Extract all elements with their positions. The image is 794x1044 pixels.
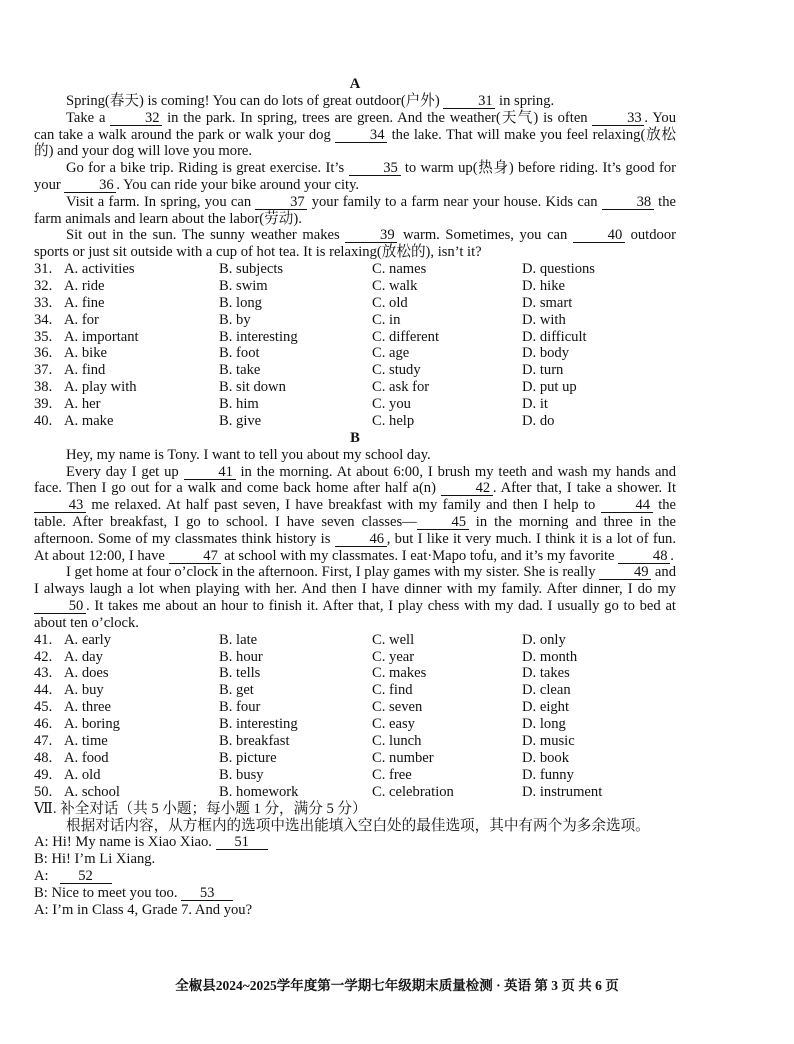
option-d[interactable]: D. music bbox=[522, 732, 575, 749]
option-d[interactable]: D. long bbox=[522, 716, 566, 733]
passage-a-para-4: Visit a farm. In spring, you can 37 your family to a farm near your house. Kids can 38 the farm animals and learn about the labor(劳动). bbox=[34, 193, 676, 227]
passage-b-para-2: Every day I get up 41 in the morning. At about 6:00, I brush my teeth and wash my hands and face. Then I go out for a walk and come back home after half a(n) 42 . After that, I take a shower. It 43 me relaxed. At half past seven, I have breakfast with my family and then I help to 44 the table. After breakfast, I go to school. I have seven classes— 45 in the morning and three in the afternoon. Some of my classmates think history is 46 , but I like it very much. I think it is a lot of fun. At about 12:00, I have 47 at school with my classmates. I eat·Mapo tofu, and it’s my favorite 48 . bbox=[34, 463, 677, 564]
option-a[interactable]: A. for bbox=[64, 311, 99, 328]
option-row: 49. A. old B. busy C. free D. funny bbox=[34, 767, 676, 784]
option-d[interactable]: D. do bbox=[522, 412, 555, 429]
dialogue-line bbox=[34, 868, 676, 885]
option-row: 32. A. ride B. swim C. walk D. hike bbox=[34, 278, 676, 295]
blank-49[interactable]: 49 bbox=[599, 565, 651, 580]
option-c[interactable]: C. number bbox=[372, 749, 434, 766]
option-a[interactable]: A. find bbox=[64, 362, 106, 379]
option-d[interactable]: D. instrument bbox=[522, 783, 603, 800]
option-row: 48. A. food B. picture C. number D. book bbox=[34, 750, 676, 767]
option-a[interactable]: A. does bbox=[64, 665, 109, 682]
option-c[interactable]: C. you bbox=[372, 396, 411, 413]
option-row: 50. A. school B. homework C. celebration D. instrument bbox=[34, 784, 676, 801]
passage-b-para-1: Hey, my name is Tony. I want to tell you about my school day. bbox=[66, 446, 431, 463]
option-b[interactable]: B. him bbox=[219, 396, 259, 413]
option-a[interactable]: A. fine bbox=[64, 294, 105, 311]
option-row: 34. A. for B. by C. in D. with bbox=[34, 312, 676, 329]
option-b[interactable]: B. take bbox=[219, 362, 261, 379]
option-c[interactable]: C. lunch bbox=[372, 732, 422, 749]
section-vii-instruction: 根据对话内容，从方框内的选项中选出能填入空白处的最佳选项，其中有两个为多余选项。 bbox=[66, 817, 650, 834]
blank-37[interactable]: 37 bbox=[255, 195, 307, 210]
options-a bbox=[34, 261, 676, 430]
option-row: 38. A. play with B. sit down C. ask for D. put up bbox=[34, 379, 676, 396]
option-c[interactable]: C. find bbox=[372, 682, 413, 699]
dialogue-line: B: Nice to meet you too. 53 bbox=[34, 885, 676, 902]
option-d[interactable]: D. clean bbox=[522, 682, 571, 699]
option-a[interactable]: A. her bbox=[64, 396, 101, 413]
option-a[interactable]: A. early bbox=[64, 631, 112, 648]
option-row: 46. A. boring B. interesting C. easy D. long bbox=[34, 716, 676, 733]
blank-34[interactable]: 34 bbox=[335, 128, 387, 143]
option-b[interactable]: B. long bbox=[219, 294, 262, 311]
option-b[interactable]: B. breakfast bbox=[219, 732, 290, 749]
option-d[interactable]: D. it bbox=[522, 396, 548, 413]
option-row: 43. A. does B. tells C. makes D. takes bbox=[34, 665, 676, 682]
option-d[interactable]: D. smart bbox=[522, 294, 573, 311]
option-c[interactable]: C. year bbox=[372, 648, 415, 665]
blank-50[interactable]: 50 bbox=[34, 599, 86, 614]
option-c[interactable]: C. in bbox=[372, 311, 401, 328]
exam-page bbox=[34, 76, 676, 919]
option-c[interactable]: C. seven bbox=[372, 699, 423, 716]
section-vii-heading: Ⅶ. 补全对话（共 5 小题；每小题 1 分，满分 5 分） bbox=[34, 800, 367, 817]
option-row: 45. A. three B. four C. seven D. eight bbox=[34, 699, 676, 716]
option-d[interactable]: D. body bbox=[522, 345, 570, 362]
blank-35[interactable]: 35 bbox=[349, 161, 401, 176]
option-row: 47. A. time B. breakfast C. lunch D. music bbox=[34, 733, 676, 750]
option-c[interactable]: C. free bbox=[372, 766, 412, 783]
option-b[interactable]: B. sit down bbox=[219, 379, 286, 396]
option-b[interactable]: B. late bbox=[219, 631, 258, 648]
blank-43[interactable]: 43 bbox=[34, 498, 86, 513]
option-b[interactable]: B. homework bbox=[219, 783, 299, 800]
speaker: B: bbox=[34, 885, 48, 902]
blank-36[interactable]: 36 bbox=[64, 178, 116, 193]
speaker: A: bbox=[34, 868, 49, 885]
option-a[interactable]: A. buy bbox=[64, 682, 104, 699]
option-b[interactable]: B. four bbox=[219, 699, 261, 716]
blank-38[interactable]: 38 bbox=[602, 195, 654, 210]
page-footer: 全椒县2024~2025学年度第一学期七年级期末质量检测 · 英语 第 3 页 共 6 页 bbox=[175, 978, 619, 993]
dialogue-line: A: Hi! My name is Xiao Xiao. 51 bbox=[34, 834, 676, 851]
option-d[interactable]: D. takes bbox=[522, 665, 570, 682]
option-b[interactable]: B. by bbox=[219, 311, 251, 328]
section-a-title: A bbox=[349, 76, 361, 92]
option-b[interactable]: B. swim bbox=[219, 277, 268, 294]
passage-a-para-2: Take a 32 in the park. In spring, trees are green. And the weather(天气) is often 33 . You can take a walk around the park or walk your dog 34 the lake. That will make you feel relaxing(放松的) and your dog will love you more. bbox=[34, 109, 677, 160]
option-row: 31. A. activities B. subjects C. names D. questions bbox=[34, 261, 676, 278]
option-b[interactable]: B. hour bbox=[219, 648, 263, 665]
blank-52[interactable]: 52 bbox=[60, 869, 112, 884]
option-a[interactable]: A. make bbox=[64, 412, 114, 429]
option-b[interactable]: B. foot bbox=[219, 345, 260, 362]
blank-41[interactable]: 41 bbox=[184, 465, 236, 480]
option-d[interactable]: D. only bbox=[522, 631, 566, 648]
option-row: 39. A. her B. him C. you D. it bbox=[34, 396, 676, 413]
option-a[interactable]: A. food bbox=[64, 749, 109, 766]
blank-53[interactable]: 53 bbox=[181, 886, 233, 901]
speaker: A: bbox=[34, 834, 49, 851]
blank-44[interactable]: 44 bbox=[601, 498, 653, 513]
option-b[interactable]: B. interesting bbox=[219, 328, 298, 345]
blank-32[interactable]: 32 bbox=[110, 111, 162, 126]
option-c[interactable]: C. well bbox=[372, 631, 415, 648]
passage-a-para-5: Sit out in the sun. The sunny weather makes 39 warm. Sometimes, you can 40 outdoor sports or just sit outside with a cup of hot tea. It is relaxing(放松的), isn’t it? bbox=[34, 227, 676, 261]
blank-33[interactable]: 33 bbox=[592, 111, 644, 126]
option-row: 35. A. important B. interesting C. different D. difficult bbox=[34, 329, 676, 346]
option-c[interactable]: C. study bbox=[372, 362, 421, 379]
option-a[interactable]: A. activities bbox=[64, 260, 135, 277]
option-row: 37. A. find B. take C. study D. turn bbox=[34, 362, 676, 379]
passage-a-para-3: Go for a bike trip. Riding is great exercise. It’s 35 to warm up(热身) before riding. It’s good for your 36 . You can ride your bike around your city. bbox=[34, 160, 676, 193]
blank-46[interactable]: 46 bbox=[335, 532, 387, 547]
option-c[interactable]: C. easy bbox=[372, 716, 415, 733]
option-b[interactable]: B. busy bbox=[219, 766, 264, 783]
speaker: A: bbox=[34, 902, 49, 919]
option-a[interactable]: A. important bbox=[64, 328, 139, 345]
option-b[interactable]: B. subjects bbox=[219, 260, 284, 277]
option-d[interactable]: D. turn bbox=[522, 362, 564, 379]
option-a[interactable]: A. boring bbox=[64, 716, 120, 733]
blank-45[interactable]: 45 bbox=[417, 515, 469, 530]
blank-40[interactable]: 40 bbox=[573, 228, 625, 243]
option-a[interactable]: A. day bbox=[64, 648, 103, 665]
option-d[interactable]: D. month bbox=[522, 648, 578, 665]
option-d[interactable]: D. hike bbox=[522, 277, 565, 294]
option-row: 44. A. buy B. get C. find D. clean bbox=[34, 682, 676, 699]
option-d[interactable]: D. funny bbox=[522, 766, 574, 783]
blank-42[interactable]: 42 bbox=[441, 481, 493, 496]
section-b-title: B bbox=[350, 429, 360, 446]
option-row: 40. A. make B. give C. help D. do bbox=[34, 413, 676, 430]
option-row: 33. A. fine B. long C. old D. smart bbox=[34, 295, 676, 312]
option-c[interactable]: C. help bbox=[372, 412, 415, 429]
option-c[interactable]: C. different bbox=[372, 328, 440, 345]
option-row: 42. A. day B. hour C. year D. month bbox=[34, 649, 676, 666]
option-c[interactable]: C. ask for bbox=[372, 379, 430, 396]
option-a[interactable]: A. time bbox=[64, 732, 108, 749]
option-d[interactable]: D. eight bbox=[522, 699, 570, 716]
option-a[interactable]: A. three bbox=[64, 699, 112, 716]
passage-a-para-1: Spring(春天) is coming! You can do lots of great outdoor(户外) 31 in spring. bbox=[66, 93, 555, 109]
option-c[interactable]: C. walk bbox=[372, 277, 418, 294]
option-c[interactable]: C. celebration bbox=[372, 783, 454, 800]
option-b[interactable]: B. interesting bbox=[219, 716, 298, 733]
option-b[interactable]: B. get bbox=[219, 682, 254, 699]
option-c[interactable]: C. makes bbox=[372, 665, 427, 682]
option-b[interactable]: B. tells bbox=[219, 665, 261, 682]
speaker: B: bbox=[34, 851, 48, 868]
option-d[interactable]: D. book bbox=[522, 749, 570, 766]
option-c[interactable]: C. old bbox=[372, 294, 408, 311]
option-b[interactable]: B. give bbox=[219, 412, 262, 429]
option-b[interactable]: B. picture bbox=[219, 749, 277, 766]
options-b bbox=[34, 632, 676, 801]
option-d[interactable]: D. difficult bbox=[522, 328, 587, 345]
option-a[interactable]: A. old bbox=[64, 766, 101, 783]
blank-39[interactable]: 39 bbox=[345, 228, 397, 243]
option-d[interactable]: D. put up bbox=[522, 379, 577, 396]
passage-b-para-3: I get home at four o’clock in the afternoon. First, I play games with my sister. She is really 49 and I always laugh a lot when playing with her. And then I have dinner with my family. After dinner, I do my 50 . It takes me about an hour to finish it. After that, I play chess with my dad. I usually go to bed at about ten o’clock. bbox=[34, 564, 676, 631]
option-row: 41. A. early B. late C. well D. only bbox=[34, 632, 676, 649]
option-row: 36. A. bike B. foot C. age D. body bbox=[34, 345, 676, 362]
option-a[interactable]: A. bike bbox=[64, 345, 107, 362]
option-a[interactable]: A. school bbox=[64, 783, 120, 800]
dialogue-line: B: Hi! I’m Li Xiang. bbox=[34, 851, 156, 868]
option-d[interactable]: D. with bbox=[522, 311, 566, 328]
option-a[interactable]: A. play with bbox=[64, 379, 137, 396]
option-d[interactable]: D. questions bbox=[522, 260, 595, 277]
blank-47[interactable]: 47 bbox=[169, 549, 221, 564]
option-a[interactable]: A. ride bbox=[64, 277, 105, 294]
blank-48[interactable]: 48 bbox=[618, 549, 670, 564]
blank-51[interactable]: 51 bbox=[216, 835, 268, 850]
option-c[interactable]: C. names bbox=[372, 260, 427, 277]
blank-31[interactable]: 31 bbox=[443, 94, 495, 109]
dialogue-line: A: I’m in Class 4, Grade 7. And you? bbox=[34, 902, 253, 919]
option-c[interactable]: C. age bbox=[372, 345, 410, 362]
